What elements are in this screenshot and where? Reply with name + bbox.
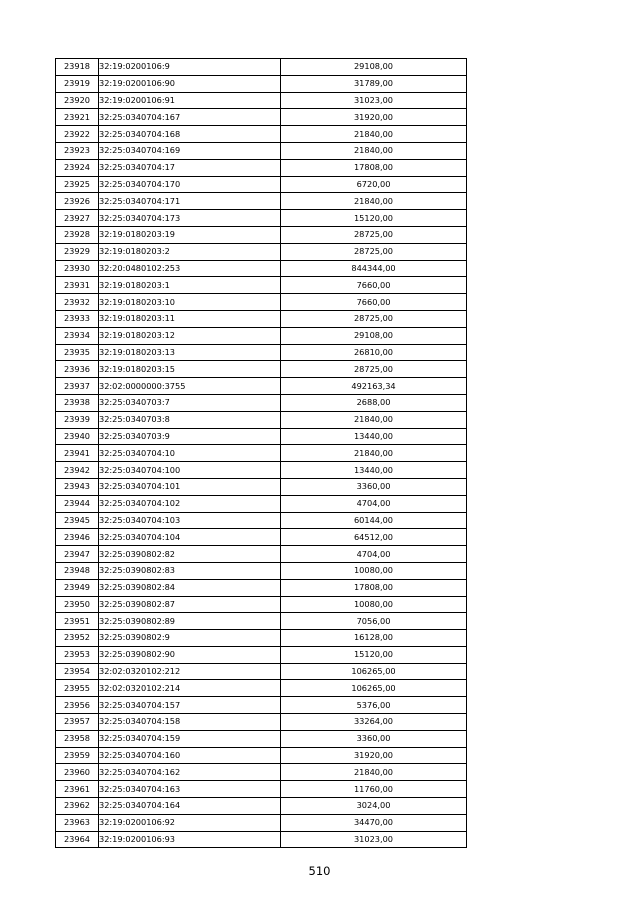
row-number-cell: 23955 [56, 680, 99, 697]
cadastral-number-cell: 32:25:0340704:164 [99, 798, 281, 815]
row-number-cell: 23960 [56, 764, 99, 781]
cadastral-number-cell: 32:25:0340704:158 [99, 714, 281, 731]
row-number-cell: 23934 [56, 327, 99, 344]
cadastral-value-cell: 15120,00 [281, 646, 467, 663]
table-row [56, 764, 467, 781]
table-row [56, 109, 467, 126]
table-row [56, 546, 467, 563]
cadastral-value-cell: 2688,00 [281, 394, 467, 411]
cadastral-number-cell: 32:25:0340704:173 [99, 210, 281, 227]
cadastral-number-cell: 32:25:0390802:89 [99, 613, 281, 630]
table-row [56, 142, 467, 159]
table-row [56, 159, 467, 176]
row-number-cell: 23924 [56, 159, 99, 176]
table-row [56, 646, 467, 663]
cadastral-value-table [55, 58, 467, 848]
row-number-cell: 23963 [56, 814, 99, 831]
row-number-cell: 23949 [56, 579, 99, 596]
cadastral-number-cell: 32:25:0340704:171 [99, 193, 281, 210]
table-row [56, 831, 467, 848]
table-row [56, 361, 467, 378]
row-number-cell: 23950 [56, 596, 99, 613]
row-number-cell: 23958 [56, 730, 99, 747]
table-row [56, 663, 467, 680]
cadastral-value-cell: 13440,00 [281, 428, 467, 445]
row-number-cell: 23959 [56, 747, 99, 764]
table-row [56, 294, 467, 311]
cadastral-number-cell: 32:19:0180203:10 [99, 294, 281, 311]
cadastral-number-cell: 32:25:0340704:170 [99, 176, 281, 193]
cadastral-number-cell: 32:19:0200106:90 [99, 75, 281, 92]
table-row [56, 462, 467, 479]
cadastral-value-cell: 10080,00 [281, 596, 467, 613]
cadastral-value-cell: 17808,00 [281, 159, 467, 176]
row-number-cell: 23953 [56, 646, 99, 663]
cadastral-number-cell: 32:25:0340704:103 [99, 512, 281, 529]
table-row [56, 327, 467, 344]
cadastral-value-cell: 10080,00 [281, 562, 467, 579]
row-number-cell: 23952 [56, 630, 99, 647]
cadastral-value-cell: 31920,00 [281, 747, 467, 764]
table-row [56, 193, 467, 210]
cadastral-number-cell: 32:25:0340703:7 [99, 394, 281, 411]
table-row [56, 478, 467, 495]
row-number-cell: 23951 [56, 613, 99, 630]
cadastral-value-cell: 11760,00 [281, 781, 467, 798]
row-number-cell: 23943 [56, 478, 99, 495]
cadastral-number-cell: 32:25:0340704:162 [99, 764, 281, 781]
table-row [56, 428, 467, 445]
table-row [56, 697, 467, 714]
row-number-cell: 23957 [56, 714, 99, 731]
cadastral-value-cell: 7660,00 [281, 277, 467, 294]
cadastral-value-cell: 21840,00 [281, 142, 467, 159]
cadastral-value-cell: 844344,00 [281, 260, 467, 277]
page-number: 510 [308, 864, 331, 878]
row-number-cell: 23929 [56, 243, 99, 260]
cadastral-value-cell: 31023,00 [281, 92, 467, 109]
cadastral-number-cell: 32:19:0180203:15 [99, 361, 281, 378]
cadastral-value-cell: 28725,00 [281, 361, 467, 378]
cadastral-value-cell: 6720,00 [281, 176, 467, 193]
row-number-cell: 23937 [56, 378, 99, 395]
row-number-cell: 23941 [56, 445, 99, 462]
table-row [56, 445, 467, 462]
cadastral-number-cell: 32:25:0340704:102 [99, 495, 281, 512]
table-row [56, 59, 467, 76]
row-number-cell: 23919 [56, 75, 99, 92]
row-number-cell: 23935 [56, 344, 99, 361]
row-number-cell: 23945 [56, 512, 99, 529]
row-number-cell: 23921 [56, 109, 99, 126]
cadastral-value-cell: 33264,00 [281, 714, 467, 731]
cadastral-number-cell: 32:20:0480102:253 [99, 260, 281, 277]
cadastral-value-cell: 4704,00 [281, 495, 467, 512]
table-row [56, 747, 467, 764]
cadastral-value-cell: 31920,00 [281, 109, 467, 126]
cadastral-value-cell: 21840,00 [281, 193, 467, 210]
cadastral-number-cell: 32:19:0180203:11 [99, 310, 281, 327]
row-number-cell: 23918 [56, 59, 99, 76]
row-number-cell: 23940 [56, 428, 99, 445]
cadastral-value-cell: 3360,00 [281, 730, 467, 747]
cadastral-number-cell: 32:25:0390802:84 [99, 579, 281, 596]
cadastral-value-cell: 106265,00 [281, 663, 467, 680]
cadastral-number-cell: 32:25:0390802:87 [99, 596, 281, 613]
row-number-cell: 23946 [56, 529, 99, 546]
table-row [56, 92, 467, 109]
table-row [56, 243, 467, 260]
row-number-cell: 23933 [56, 310, 99, 327]
cadastral-value-cell: 17808,00 [281, 579, 467, 596]
cadastral-value-cell: 3024,00 [281, 798, 467, 815]
cadastral-value-cell: 21840,00 [281, 411, 467, 428]
cadastral-number-cell: 32:25:0340704:169 [99, 142, 281, 159]
cadastral-number-cell: 32:25:0340704:159 [99, 730, 281, 747]
cadastral-value-cell: 4704,00 [281, 546, 467, 563]
cadastral-value-cell: 21840,00 [281, 126, 467, 143]
cadastral-value-cell: 28725,00 [281, 226, 467, 243]
cadastral-value-cell: 60144,00 [281, 512, 467, 529]
cadastral-value-cell: 28725,00 [281, 310, 467, 327]
cadastral-number-cell: 32:25:0390802:9 [99, 630, 281, 647]
cadastral-value-cell: 29108,00 [281, 59, 467, 76]
table-row [56, 394, 467, 411]
cadastral-value-cell: 29108,00 [281, 327, 467, 344]
table-row [56, 781, 467, 798]
table-row [56, 579, 467, 596]
cadastral-number-cell: 32:25:0340704:167 [99, 109, 281, 126]
row-number-cell: 23944 [56, 495, 99, 512]
table-row [56, 277, 467, 294]
cadastral-number-cell: 32:02:0320102:212 [99, 663, 281, 680]
cadastral-value-cell: 28725,00 [281, 243, 467, 260]
cadastral-value-cell: 5376,00 [281, 697, 467, 714]
table-row [56, 226, 467, 243]
table-row [56, 210, 467, 227]
table-row [56, 596, 467, 613]
cadastral-number-cell: 32:25:0340704:104 [99, 529, 281, 546]
cadastral-value-cell: 21840,00 [281, 764, 467, 781]
cadastral-number-cell: 32:19:0180203:13 [99, 344, 281, 361]
row-number-cell: 23927 [56, 210, 99, 227]
cadastral-value-cell: 16128,00 [281, 630, 467, 647]
cadastral-number-cell: 32:25:0340703:8 [99, 411, 281, 428]
table-row [56, 613, 467, 630]
row-number-cell: 23928 [56, 226, 99, 243]
cadastral-number-cell: 32:25:0340704:168 [99, 126, 281, 143]
row-number-cell: 23930 [56, 260, 99, 277]
table-row [56, 378, 467, 395]
cadastral-value-cell: 31789,00 [281, 75, 467, 92]
table-row [56, 75, 467, 92]
table-row [56, 260, 467, 277]
row-number-cell: 23926 [56, 193, 99, 210]
table-row [56, 630, 467, 647]
row-number-cell: 23931 [56, 277, 99, 294]
cadastral-value-cell: 31023,00 [281, 831, 467, 848]
cadastral-number-cell: 32:19:0180203:1 [99, 277, 281, 294]
row-number-cell: 23942 [56, 462, 99, 479]
table-row [56, 495, 467, 512]
cadastral-number-cell: 32:25:0340704:101 [99, 478, 281, 495]
row-number-cell: 23947 [56, 546, 99, 563]
cadastral-number-cell: 32:02:0320102:214 [99, 680, 281, 697]
cadastral-number-cell: 32:25:0340704:17 [99, 159, 281, 176]
table-row [56, 176, 467, 193]
table-row [56, 310, 467, 327]
table-row [56, 714, 467, 731]
cadastral-number-cell: 32:25:0340704:163 [99, 781, 281, 798]
cadastral-number-cell: 32:19:0200106:92 [99, 814, 281, 831]
table-row [56, 512, 467, 529]
table-row [56, 344, 467, 361]
table-row [56, 411, 467, 428]
row-number-cell: 23923 [56, 142, 99, 159]
cadastral-value-cell: 3360,00 [281, 478, 467, 495]
row-number-cell: 23954 [56, 663, 99, 680]
row-number-cell: 23962 [56, 798, 99, 815]
row-number-cell: 23948 [56, 562, 99, 579]
cadastral-value-cell: 492163,34 [281, 378, 467, 395]
row-number-cell: 23936 [56, 361, 99, 378]
row-number-cell: 23922 [56, 126, 99, 143]
row-number-cell: 23938 [56, 394, 99, 411]
row-number-cell: 23920 [56, 92, 99, 109]
cadastral-value-cell: 106265,00 [281, 680, 467, 697]
row-number-cell: 23939 [56, 411, 99, 428]
cadastral-value-cell: 21840,00 [281, 445, 467, 462]
cadastral-value-cell: 7660,00 [281, 294, 467, 311]
table-row [56, 730, 467, 747]
table-row [56, 814, 467, 831]
table-row [56, 680, 467, 697]
cadastral-number-cell: 32:25:0390802:83 [99, 562, 281, 579]
cadastral-value-cell: 34470,00 [281, 814, 467, 831]
cadastral-number-cell: 32:25:0340704:10 [99, 445, 281, 462]
cadastral-number-cell: 32:25:0340704:100 [99, 462, 281, 479]
row-number-cell: 23956 [56, 697, 99, 714]
cadastral-number-cell: 32:25:0340704:157 [99, 697, 281, 714]
cadastral-number-cell: 32:25:0340703:9 [99, 428, 281, 445]
cadastral-value-cell: 15120,00 [281, 210, 467, 227]
cadastral-value-cell: 7056,00 [281, 613, 467, 630]
row-number-cell: 23964 [56, 831, 99, 848]
cadastral-number-cell: 32:19:0180203:19 [99, 226, 281, 243]
cadastral-number-cell: 32:25:0340704:160 [99, 747, 281, 764]
table-row [56, 798, 467, 815]
table-body [56, 59, 467, 848]
cadastral-number-cell: 32:25:0390802:90 [99, 646, 281, 663]
cadastral-number-cell: 32:25:0390802:82 [99, 546, 281, 563]
cadastral-number-cell: 32:02:0000000:3755 [99, 378, 281, 395]
row-number-cell: 23961 [56, 781, 99, 798]
cadastral-number-cell: 32:19:0200106:91 [99, 92, 281, 109]
row-number-cell: 23925 [56, 176, 99, 193]
cadastral-number-cell: 32:19:0200106:93 [99, 831, 281, 848]
table-row [56, 529, 467, 546]
cadastral-value-cell: 26810,00 [281, 344, 467, 361]
cadastral-number-cell: 32:19:0180203:12 [99, 327, 281, 344]
cadastral-number-cell: 32:19:0200106:9 [99, 59, 281, 76]
table-row [56, 562, 467, 579]
table-row [56, 126, 467, 143]
row-number-cell: 23932 [56, 294, 99, 311]
cadastral-number-cell: 32:19:0180203:2 [99, 243, 281, 260]
cadastral-value-cell: 64512,00 [281, 529, 467, 546]
cadastral-value-cell: 13440,00 [281, 462, 467, 479]
